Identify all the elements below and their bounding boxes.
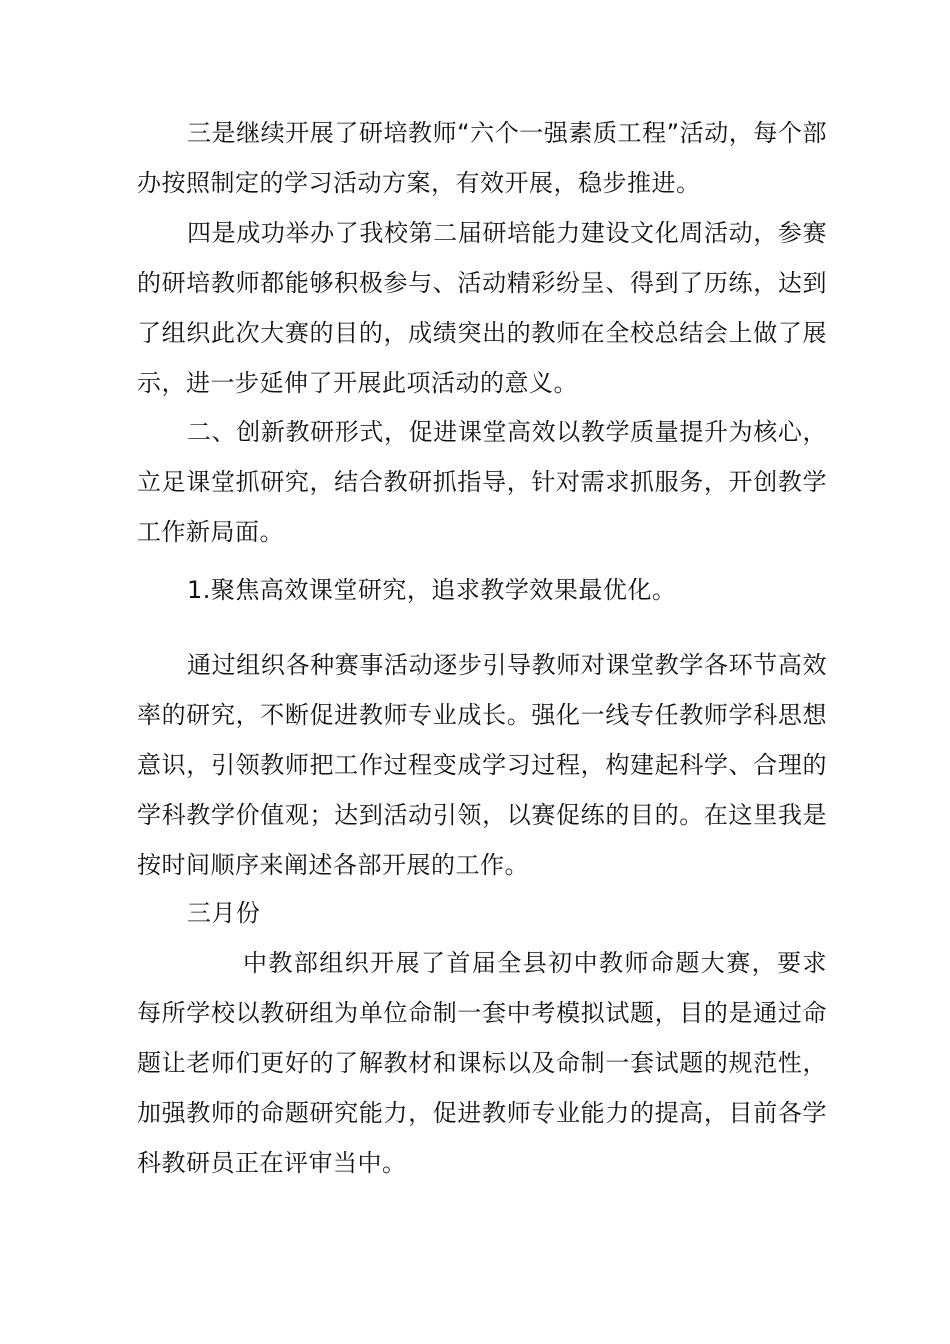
paragraph-competitions: 通过组织各种赛事活动逐步引导教师对课堂教学各环节高效率的研究，不断促进教师专业成长。强化一线专任教师学科思想意识，引领教师把工作过程变成学习过程，构建起科学、合理的学科教学价值观；达到活动引领，以赛促练的目的。在这里我是按时间顺序来阐述各部开展的工作。 — [137, 651, 827, 879]
paragraph-exam-design-contest: 中教部组织开展了首届全县初中教师命题大赛，要求每所学校以教研组为单位命制一套中考模拟试题，目的是通过命题让老师们更好的了解教材和课标以及命制一套试题的规范性，加强教师的命题研究能力，促进教师专业能力的提高，目前各学科教研员正在评审当中。 — [137, 949, 827, 1177]
subheading-efficient-classroom: 1.聚焦高效课堂研究，追求教学效果最优化。 — [187, 576, 677, 604]
section-heading-teaching-research: 二、创新教研形式，促进课堂高效以教学质量提升为核心，立足课堂抓研究，结合教研抓指导，针对需求抓服务，开创教学工作新局面。 — [137, 418, 827, 546]
paragraph-six-one-project: 三是继续开展了研培教师“六个一强素质工程”活动，每个部办按照制定的学习活动方案，有效开展，稳步推进。 — [137, 119, 827, 197]
month-heading-march: 三月份 — [187, 899, 261, 927]
paragraph-culture-week: 四是成功举办了我校第二届研培能力建设文化周活动，参赛的研培教师都能够积极参与、活动精彩纷呈、得到了历练，达到了组织此次大赛的目的，成绩突出的教师在全校总结会上做了展示，进一步延伸了开展此项活动的意义。 — [137, 219, 827, 397]
